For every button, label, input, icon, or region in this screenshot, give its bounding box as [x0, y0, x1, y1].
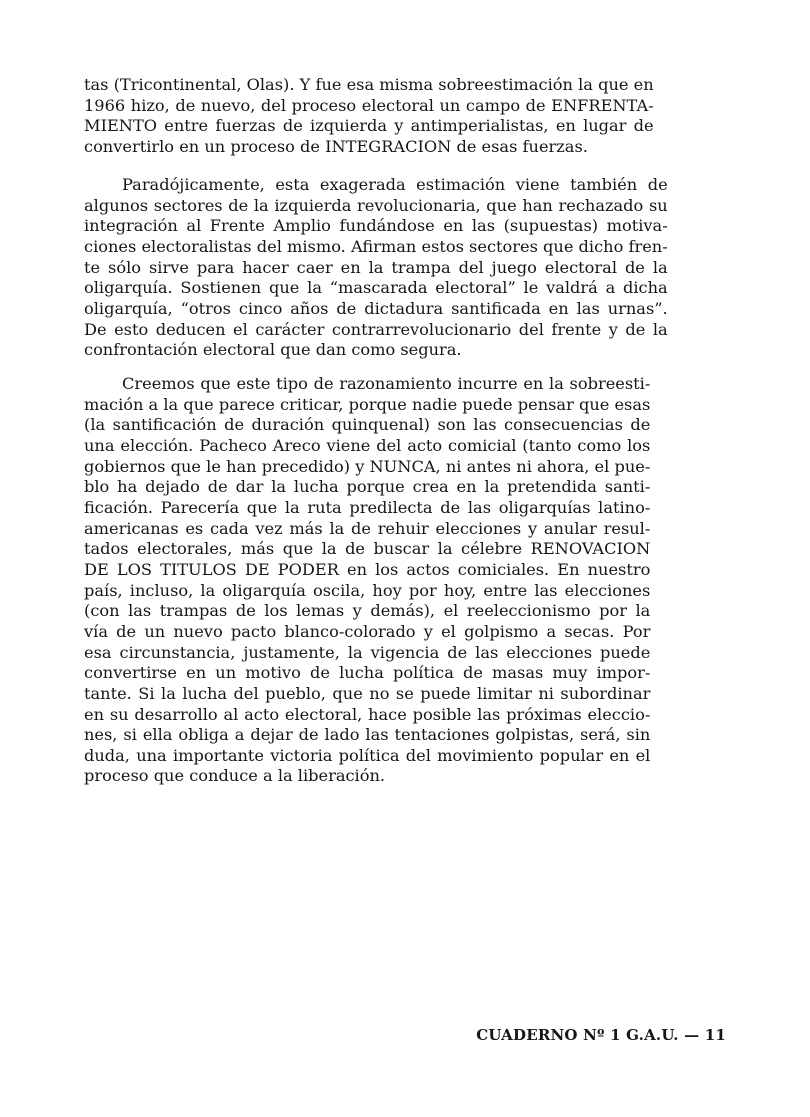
text-line: te sólo sirve para hacer caer en la trampa del juego electoral de la — [84, 257, 668, 277]
text-line: DE LOS TITULOS DE PODER en los actos comiciales. En nuestro — [84, 559, 651, 579]
text-line: proceso que conduce a la liberación. — [84, 766, 386, 786]
text-line: una elección. Pacheco Areco viene del acto comicial (tanto como los — [84, 435, 651, 455]
text-line: mación a la que parece criticar, porque nadie puede pensar que esas — [84, 394, 651, 414]
text-line: oligarquía, “otros cinco años de dictadura santificada en las urnas”. — [84, 298, 668, 318]
text-line: tados electorales, más que la de buscar la célebre RENOVACION — [84, 539, 651, 559]
text-line: oligarquía. Sostienen que la “mascarada electoral” le valdrá a dicha — [84, 278, 668, 298]
paragraph-1 — [84, 75, 654, 158]
text-line: ficación. Parecería que la ruta predilecta de las oligarquías latino- — [84, 497, 651, 517]
text-line: MIENTO entre fuerzas de izquierda y antimperialistas, en lugar de — [84, 116, 654, 136]
text-line: tante. Si la lucha del pueblo, que no se puede limitar ni subordinar — [84, 683, 651, 703]
text-line: De esto deducen el carácter contrarrevolucionario del frente y de la — [84, 319, 668, 339]
text-line: en su desarrollo al acto electoral, hace posible las próximas eleccio- — [84, 704, 651, 724]
text-line: vía de un nuevo pacto blanco-colorado y el golpismo a secas. Por — [84, 621, 651, 641]
paragraph-3 — [84, 374, 650, 787]
text-line: (la santificación de duración quinquenal) son las consecuencias de — [84, 415, 651, 435]
text-line: país, incluso, la oligarquía oscila, hoy por hoy, entre las elecciones — [84, 580, 651, 600]
text-line: algunos sectores de la izquierda revolucionaria, que han rechazado su — [84, 195, 668, 215]
text-line: convertirse en un motivo de lucha política de masas muy impor- — [84, 663, 651, 683]
text-line: ciones electoralistas del mismo. Afirman estos sectores que dicho fren- — [84, 236, 668, 256]
text-line: americanas es cada vez más la de rehuir elecciones y anular resul- — [84, 518, 651, 538]
text-line: 1966 hizo, de nuevo, del proceso electoral un campo de ENFRENTA- — [84, 95, 654, 115]
text-line: esa circunstancia, justamente, la vigencia de las elecciones puede — [84, 642, 651, 662]
text-line: (con las trampas de los lemas y demás), el reeleccionismo por la — [84, 601, 651, 621]
text-line: tas (Tricontinental, Olas). Y fue esa misma sobreestimación la que en — [84, 75, 654, 94]
text-line: gobiernos que le han precedido) y NUNCA, ni antes ni ahora, el pue- — [84, 456, 651, 476]
text-line: nes, si ella obliga a dejar de lado las tentaciones golpistas, será, sin — [84, 725, 651, 745]
text-line: Creemos que este tipo de razonamiento incurre en la sobreesti- — [122, 374, 651, 393]
text-line: blo ha dejado de dar la lucha porque crea en la pretendida santi- — [84, 477, 651, 497]
text-line: convertirlo en un proceso de INTEGRACION de esas fuerzas. — [84, 136, 588, 156]
paragraph-2 — [84, 175, 668, 361]
text-line: integración al Frente Amplio fundándose en las (supuestas) motiva- — [84, 216, 668, 236]
text-line: Paradójicamente, esta exagerada estimación viene también de — [122, 175, 668, 194]
page-footer: CUADERNO Nº 1 G.A.U. — 11 — [476, 1026, 726, 1044]
text-line: duda, una importante victoria política del movimiento popular en el — [84, 745, 651, 765]
text-line: confrontación electoral que dan como segura. — [84, 340, 462, 360]
